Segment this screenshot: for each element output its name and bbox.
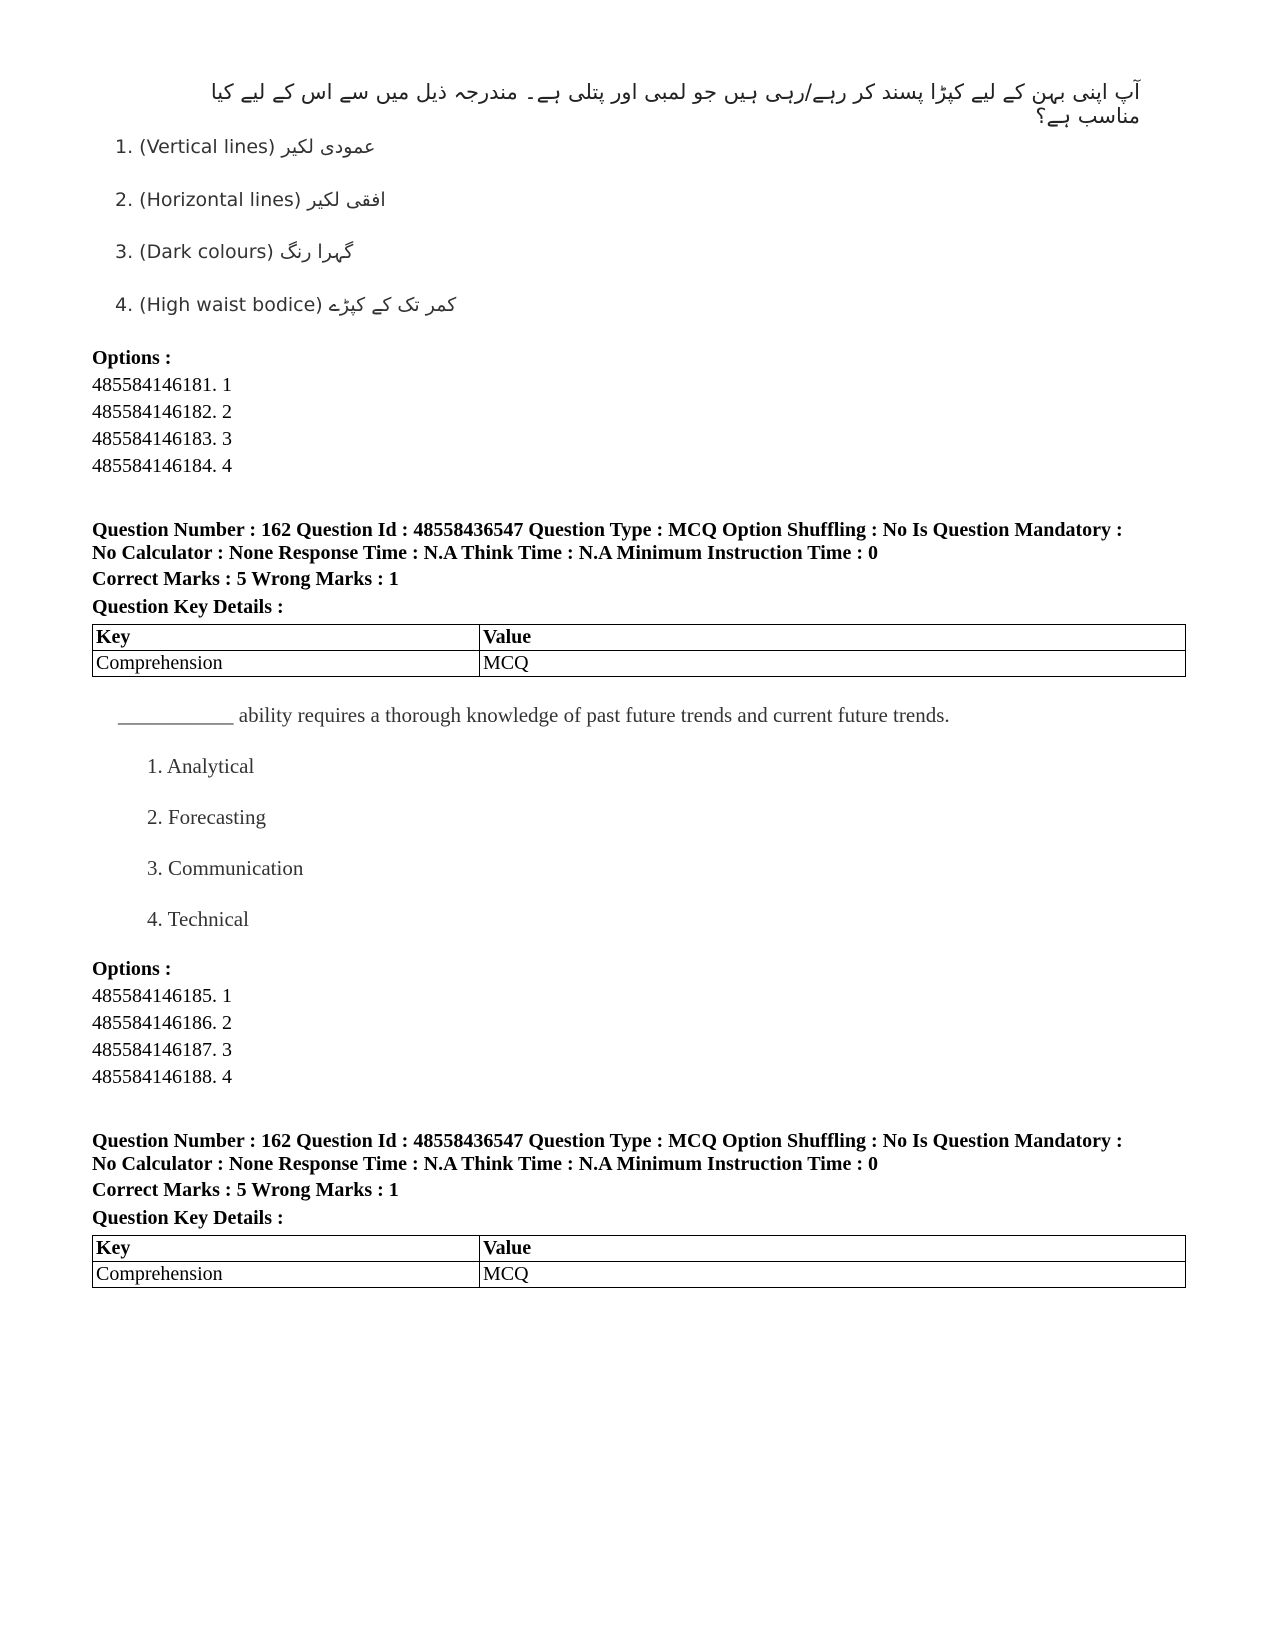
choice-2 <box>115 189 386 211</box>
choice-label: 1. (Vertical lines) <box>115 136 276 158</box>
table-cell: MCQ <box>480 1262 1186 1288</box>
marks-line: Correct Marks : 5 Wrong Marks : 1 <box>92 1179 399 1201</box>
question-meta <box>92 519 1192 565</box>
question-text: ___________ ability requires a thorough knowledge of past future trends and current future trends. <box>118 703 950 727</box>
meta-line: Question Number : 162 Question Id : 48558436547 Question Type : MCQ Option Shuffling : No Is Question Mandatory : <box>92 519 1123 541</box>
option-line: 485584146184. 4 <box>92 455 232 477</box>
question-meta <box>92 1130 1192 1176</box>
question-text-urdu: آپ اپنی بہن کے لیے کپڑا پسند کر رہے/رہی ہیں جو لمبی اور پتلی ہے۔ مندرجہ ذیل میں سے اس کے لیے کیا مناسب ہے؟ <box>210 80 1140 128</box>
choice-urdu: عمودی لکیر <box>281 136 376 158</box>
option-line: 485584146182. 2 <box>92 401 232 423</box>
table-header-row <box>93 625 1186 651</box>
options-heading: Options : <box>92 347 172 369</box>
table-header-cell: Value <box>480 625 1186 651</box>
option-line: 485584146188. 4 <box>92 1066 232 1088</box>
choice-urdu: کمر تک کے کپڑے <box>328 294 457 316</box>
option-line: 485584146187. 3 <box>92 1039 232 1061</box>
choice-label: 4. (High waist bodice) <box>115 294 323 316</box>
meta-line: No Calculator : None Response Time : N.A Think Time : N.A Minimum Instruction Time : 0 <box>92 542 878 564</box>
meta-line: Question Number : 162 Question Id : 48558436547 Question Type : MCQ Option Shuffling : No Is Question Mandatory : <box>92 1130 1123 1152</box>
choice-4 <box>115 294 456 316</box>
choice-item: 4. Technical <box>147 907 249 931</box>
choice-label: 2. (Horizontal lines) <box>115 189 302 211</box>
key-details-table <box>92 1235 1186 1288</box>
choice-item: 2. Forecasting <box>147 805 266 829</box>
options-heading: Options : <box>92 958 172 980</box>
option-line: 485584146186. 2 <box>92 1012 232 1034</box>
meta-line: No Calculator : None Response Time : N.A Think Time : N.A Minimum Instruction Time : 0 <box>92 1153 878 1175</box>
table-cell: MCQ <box>480 651 1186 677</box>
table-header-row <box>93 1236 1186 1262</box>
choice-label: 3. (Dark colours) <box>115 241 274 263</box>
key-details-table <box>92 624 1186 677</box>
table-header-cell: Key <box>93 1236 480 1262</box>
table-row <box>93 651 1186 677</box>
table-row <box>93 1262 1186 1288</box>
table-header-cell: Value <box>480 1236 1186 1262</box>
option-line: 485584146181. 1 <box>92 374 232 396</box>
table-cell: Comprehension <box>93 1262 480 1288</box>
option-line: 485584146185. 1 <box>92 985 232 1007</box>
marks-line: Correct Marks : 5 Wrong Marks : 1 <box>92 568 399 590</box>
table-header-cell: Key <box>93 625 480 651</box>
table-cell: Comprehension <box>93 651 480 677</box>
key-details-heading: Question Key Details : <box>92 596 284 618</box>
choice-item: 3. Communication <box>147 856 304 880</box>
choice-item: 1. Analytical <box>147 754 255 778</box>
choice-urdu: افقی لکیر <box>307 189 386 211</box>
option-line: 485584146183. 3 <box>92 428 232 450</box>
key-details-heading: Question Key Details : <box>92 1207 284 1229</box>
choice-3 <box>115 241 353 263</box>
choice-1 <box>115 136 375 158</box>
choice-urdu: گہرا رنگ <box>279 241 354 263</box>
